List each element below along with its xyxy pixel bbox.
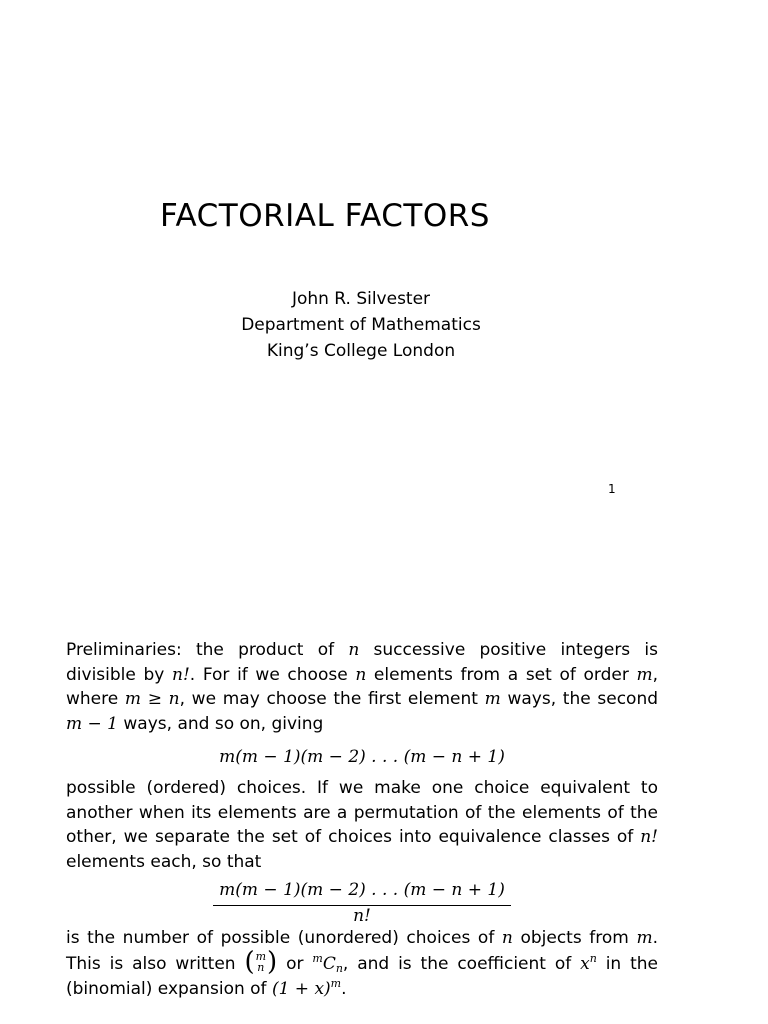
- fraction-numerator: m(m − 1)(m − 2) . . . (m − n + 1): [213, 878, 511, 906]
- binomial-coefficient: ( m n ): [244, 946, 278, 977]
- author-department: Department of Mathematics: [241, 315, 481, 335]
- paper-title: FACTORIAL FACTORS: [160, 198, 490, 234]
- page-number: 1: [608, 482, 616, 496]
- author-institution: King’s College London: [266, 341, 456, 361]
- paragraph-binomial: is the number of possible (unordered) choices of n objects from m. This is also written ( m n ) or $^mC_n$, and is the coefficient of $x^n$ in the (binomial) expansion of $(1 + x)^m$.: [66, 927, 658, 999]
- author-name: John R. Silvester: [291, 289, 431, 309]
- display-equation-product: m(m − 1)(m − 2) . . . (m − n + 1): [219, 747, 505, 768]
- paragraph-preliminaries: Preliminaries: the product of n successive positive integers is divisible by n!. For if we choose n elements from a set of order m, where m ≥ n, we may choose the first element m ways, the second m − 1 ways, and so on, giving: [66, 640, 659, 734]
- fraction-denominator: n!: [353, 905, 371, 926]
- main-text: [66, 638, 658, 1001]
- author-block: [0, 286, 722, 364]
- paragraph-equivalence: possible (ordered) choices. If we make one choice equivalent to another when its elements are a permutation of the elements of the other, we separate the set of choices into equivalence classes of n! elements each, so that: [66, 777, 658, 872]
- display-equation-fraction: [213, 878, 511, 926]
